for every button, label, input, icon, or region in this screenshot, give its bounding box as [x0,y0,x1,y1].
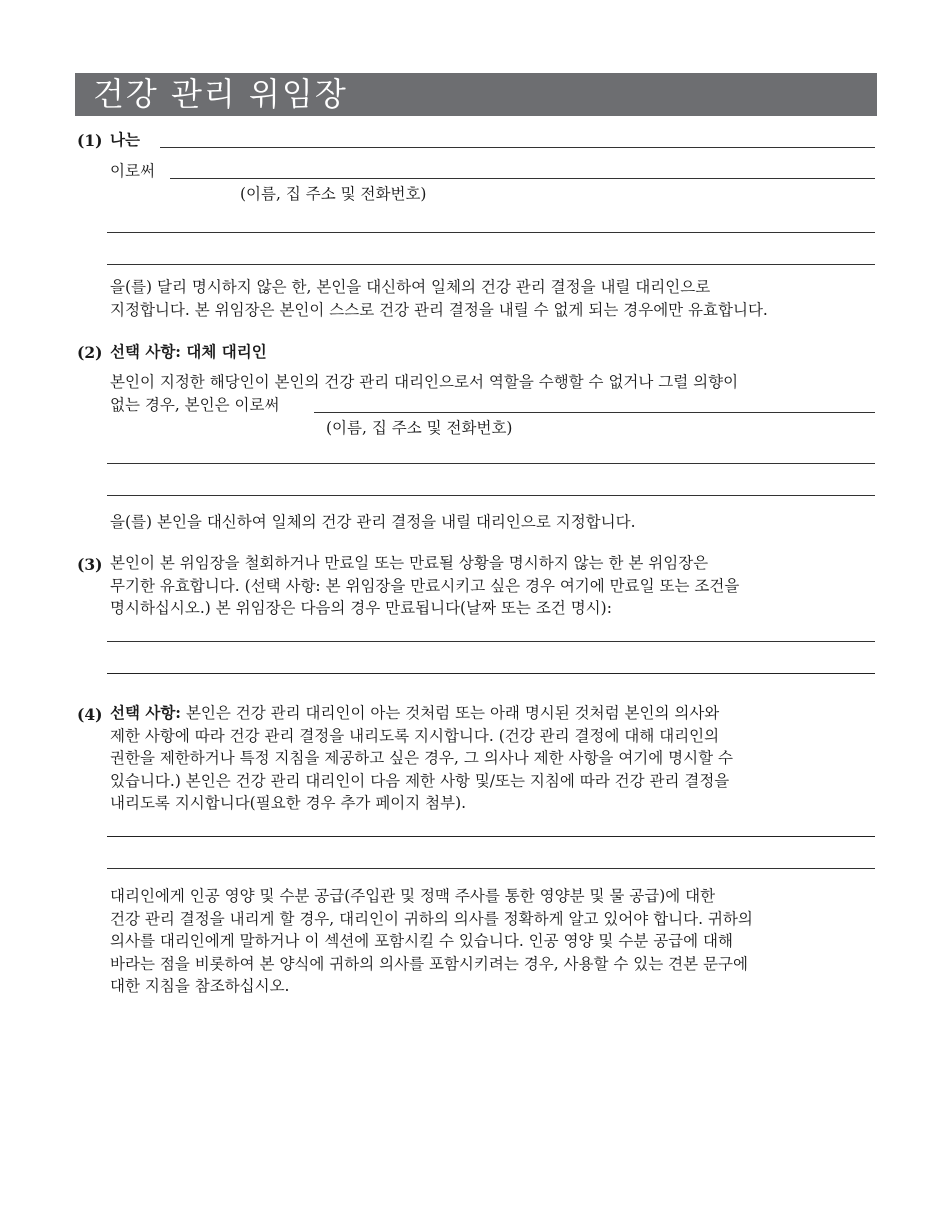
section2-line2: 없는 경우, 본인은 이로써 [110,396,280,414]
section1-para-line: 을(를) 달리 명시하지 않은 한, 본인을 대신하여 일체의 건강 관리 결정을 내릴 대리인으로 [110,278,711,296]
section4-bold-lead: 선택 사항: [110,703,182,722]
section1-hint: (이름, 집 주소 및 전화번호) [240,185,427,203]
section4-number: (4) [77,705,103,724]
section3-line: 명시하십시오.) 본 위임장은 다음의 경우 만료됩니다(날짜 또는 조건 명시): [110,599,612,617]
section2-heading: 선택 사항: 대체 대리인 [110,342,267,361]
section4-line: 권한을 제한하거나 특정 지침을 제공하고 싶은 경우, 그 의사나 제한 사항을 여기에 명시할 수 [110,749,733,767]
section3-number: (3) [77,555,103,574]
section2-closing: 을(를) 본인을 대신하여 일체의 건강 관리 결정을 내릴 대리인으로 지정합니다. [110,513,636,531]
section4-first-line [110,702,733,725]
section4-first-line-rest: 본인은 건강 관리 대리인이 아는 것처럼 또는 아래 명시된 것처럼 본인의 의사와 [181,704,720,722]
section2-hint: (이름, 집 주소 및 전화번호) [326,419,513,437]
section4-note-line: 의사를 대리인에게 말하거나 이 섹션에 포함시킬 수 있습니다. 인공 영양 및 수분 공급에 대해 [110,932,733,950]
section1-para-line: 지정합니다. 본 위임장은 본인이 스스로 건강 관리 결정을 내릴 수 없게 되는 경우에만 유효합니다. [110,300,768,319]
section3-line: 본인이 본 위임장을 철회하거나 만료일 또는 만료될 상황을 명시하지 않는 한 본 위임장은 [110,554,709,572]
section1-number: (1) [77,131,103,150]
agent-address-line-1[interactable] [107,232,875,233]
expiration-line-2[interactable] [107,673,875,674]
section4-note-line: 바라는 점을 비롯하여 본 양식에 귀하의 의사를 포함시키려는 경우, 사용할 수 있는 견본 문구에 [110,954,748,973]
agent-address-line-2[interactable] [107,264,875,265]
agent-name-line[interactable] [170,178,875,179]
section1-paragraph [110,276,768,321]
form-title-bar [75,73,877,116]
section1-lead: 나는 [110,130,140,149]
section4-note [110,885,753,998]
section4-note-line: 건강 관리 결정을 내리게 할 경우, 대리인이 귀하의 의사를 정확하게 알고 있어야 합니다. 귀하의 [110,909,753,928]
principal-name-line[interactable] [160,147,875,148]
alternate-agent-address-line-1[interactable] [107,463,875,464]
alternate-agent-address-line-2[interactable] [107,495,875,496]
section3-paragraph [110,552,739,620]
section4-note-line: 대리인에게 인공 영양 및 수분 공급(주입관 및 정맥 주사를 통한 영양분 및 물 공급)에 대한 [110,887,716,905]
section4-line: 제한 사항에 따라 건강 관리 결정을 내리도록 지시합니다. (건강 관리 결정에 대해 대리인의 [110,726,720,745]
section4-line: 내리도록 지시합니다(필요한 경우 추가 페이지 첨부). [110,794,467,812]
alternate-agent-name-line[interactable] [314,412,875,413]
instructions-line-2[interactable] [107,868,875,869]
expiration-line-1[interactable] [107,641,875,642]
section2-number: (2) [77,343,103,362]
section4-note-line: 대한 지침을 참조하십시오. [110,977,290,995]
section2-line1: 본인이 지정한 해당인이 본인의 건강 관리 대리인으로서 역할을 수행할 수 없거나 그럴 의향이 [110,373,739,391]
instructions-line-1[interactable] [107,836,875,837]
section3-line: 무기한 유효합니다. (선택 사항: 본 위임장을 만료시키고 싶은 경우 여기에 만료일 또는 조건을 [110,576,740,595]
form-title: 건강 관리 위임장 [93,75,348,113]
section4-line: 있습니다.) 본인은 건강 관리 대리인이 다음 제한 사항 및/또는 지침에 따라 건강 관리 결정을 [110,771,730,790]
section1-agent-prefix: 이로써 [110,162,155,180]
section4-paragraph [110,702,733,815]
